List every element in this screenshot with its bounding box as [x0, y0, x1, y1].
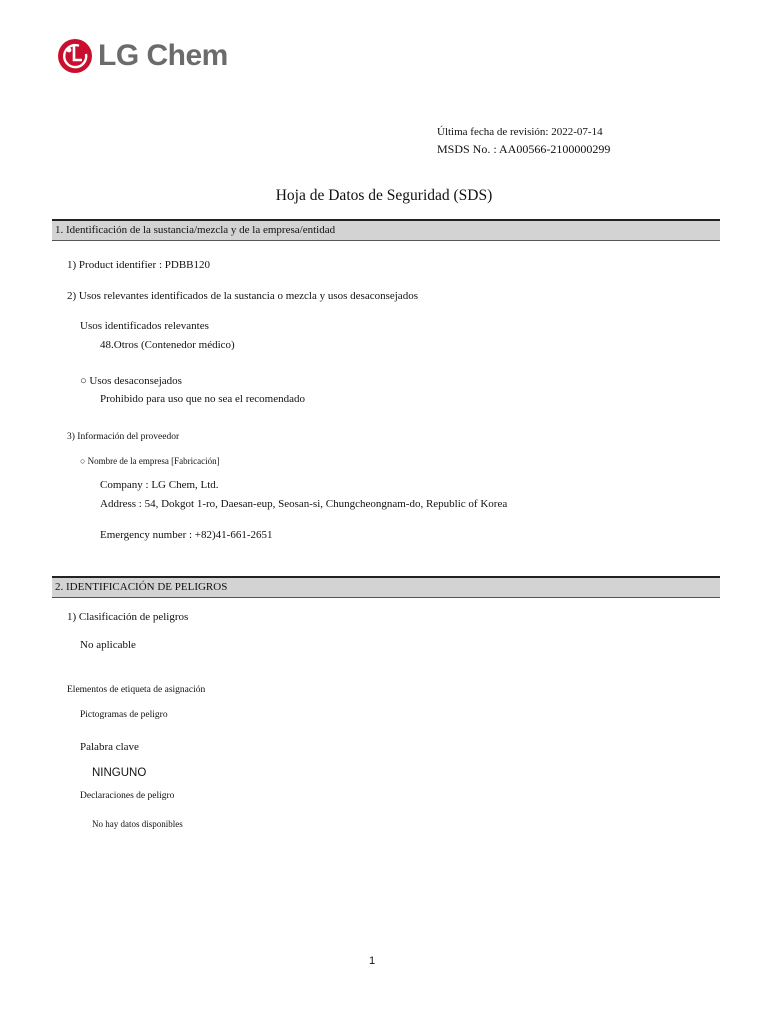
signal-word-label: Palabra clave [80, 741, 139, 753]
hazard-statements-label: Declaraciones de peligro [80, 791, 175, 801]
lg-face-logo-icon [57, 38, 93, 74]
identified-uses-value: 48.Otros (Contenedor médico) [100, 339, 235, 351]
hazard-statements-value: No hay datos disponibles [92, 819, 183, 829]
product-identifier: 1) Product identifier : PDBB120 [67, 259, 210, 271]
section-1-heading: 1. Identificación de la sustancia/mezcla y de la empresa/entidad [52, 219, 720, 241]
revision-date: Última fecha de revisión: 2022-07-14 [437, 126, 603, 138]
company-name: Company : LG Chem, Ltd. [100, 479, 219, 491]
relevant-uses-heading: 2) Usos relevantes identificados de la sustancia o mezcla y usos desaconsejados [67, 290, 418, 302]
emergency-number: Emergency number : +82)41-661-2651 [100, 529, 273, 541]
brand-name: LG Chem [98, 39, 228, 72]
page-number: 1 [369, 955, 376, 967]
msds-number: MSDS No. : AA00566-2100000299 [437, 142, 611, 156]
pictograms-label: Pictogramas de peligro [80, 710, 168, 720]
company-name-label: ○ Nombre de la empresa [Fabricación] [80, 456, 220, 466]
label-elements-heading: Elementos de etiqueta de asignación [67, 685, 206, 695]
document-title: Hoja de Datos de Seguridad (SDS) [275, 187, 493, 204]
section-2-heading: 2. IDENTIFICACIÓN DE PELIGROS [52, 576, 720, 598]
signal-word-value: NINGUNO [92, 767, 147, 779]
discouraged-uses-label: ○ Usos desaconsejados [80, 375, 182, 387]
company-address: Address : 54, Dokgot 1-ro, Daesan-eup, Seosan-si, Chungcheongnam-do, Republic of Korea [100, 498, 508, 510]
classification-value: No aplicable [80, 639, 136, 651]
supplier-heading: 3) Información del proveedor [67, 432, 180, 442]
discouraged-uses-value: Prohibido para uso que no sea el recomendado [100, 393, 305, 405]
identified-uses-label: Usos identificados relevantes [80, 320, 209, 332]
company-logo [57, 38, 228, 74]
classification-heading: 1) Clasificación de peligros [67, 611, 189, 623]
